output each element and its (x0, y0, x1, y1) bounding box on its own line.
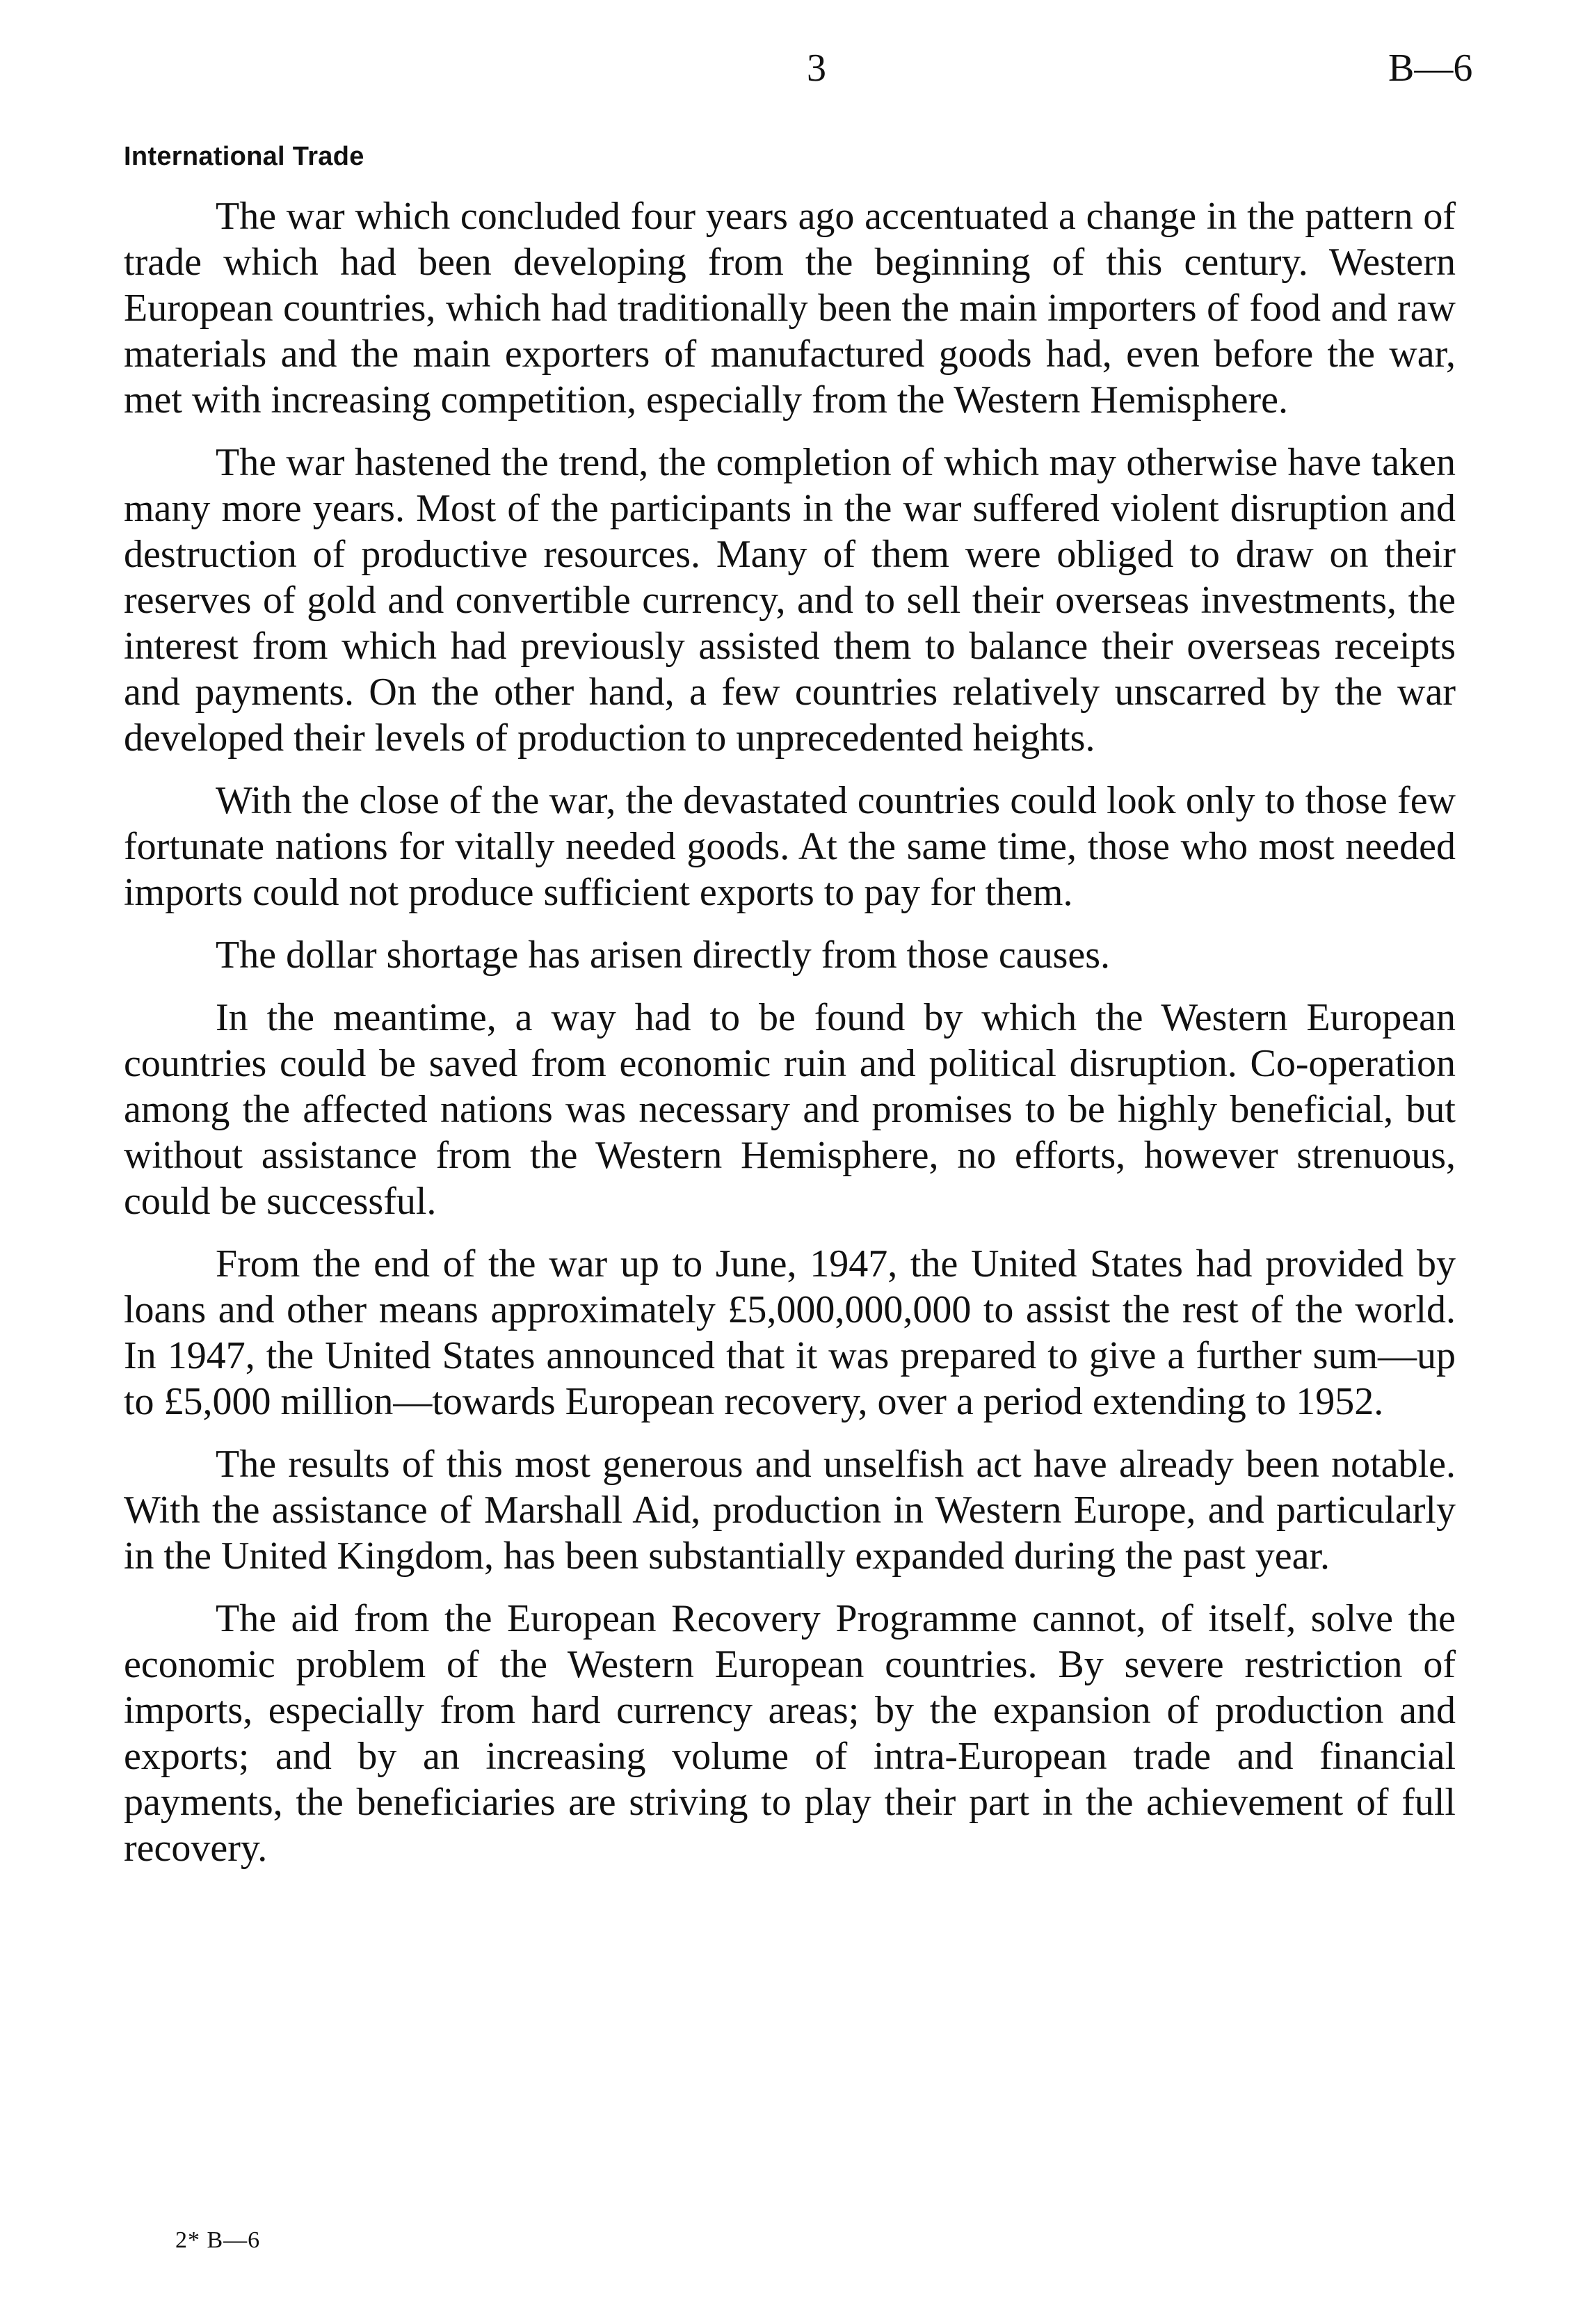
paragraph-dollar-shortage: The dollar shortage has arisen directly from those causes. (216, 933, 1111, 977)
paragraph-cooperation: In the meantime, a way had to be found by which the Western European countries could be saved from economic ruin and political disruption. Co-operation among the affected nations was necessary and promises to be highly beneficial, but without assistance from the Western Hemisphere, no efforts, however strenuous, could be successful. (124, 996, 1456, 1223)
page-number: 3 (807, 47, 826, 90)
section-heading: International Trade (124, 142, 364, 171)
paragraph-recovery-programme: The aid from the European Recovery Programme cannot, of itself, solve the economic problem of the Western European countries. By severe restriction of imports, especially from hard currency areas; by the expansion of production and exports; and by an increasing volume of intra-European trade and financial payments, the beneficiaries are striving to play their part in the achievement of full recovery. (124, 1597, 1456, 1870)
paragraph-war-disruption: The war hastened the trend, the completion of which may otherwise have taken many more years. Most of the participants in the war suffered violent disruption and destruction of productive resources. Many of them were obliged to draw on their reserves of gold and convertible currency, and to sell their overseas investments, the interest from which had previously assisted them to balance their overseas receipts and payments. On the other hand, a few countries relatively unscarred by the war developed their levels of production to unprecedented heights. (124, 441, 1456, 760)
paragraph-us-loans: From the end of the war up to June, 1947, the United States had provided by loans and other means approximately £5,000,000,000 to assist the rest of the world. In 1947, the United States announced that it was prepared to give a further sum—up to £5,000 million—towards European recovery, over a period extending to 1952. (124, 1242, 1456, 1423)
paragraph-pattern-of-trade: The war which concluded four years ago accentuated a change in the pattern of trade which had been developing from the beginning of this century. Western European countries, which had traditionally been the main importers of food and raw materials and the main exporters of manufactured goods had, even before the war, met with increasing competition, especially from the Western Hemisphere. (124, 195, 1456, 422)
printer-mark: 2* B—6 (175, 2227, 261, 2253)
document-code: B—6 (1388, 47, 1473, 90)
body-text (124, 193, 1456, 1888)
paragraph-close-of-war: With the close of the war, the devastated countries could look only to those few fortunate nations for vitally needed goods. At the same time, those who most needed imports could not produce sufficient exports to pay for them. (124, 779, 1456, 914)
paragraph-marshall-aid: The results of this most generous and unselfish act have already been notable. With the assistance of Marshall Aid, production in Western Europe, and particularly in the United Kingdom, has been substantially expanded during the past year. (124, 1443, 1456, 1578)
